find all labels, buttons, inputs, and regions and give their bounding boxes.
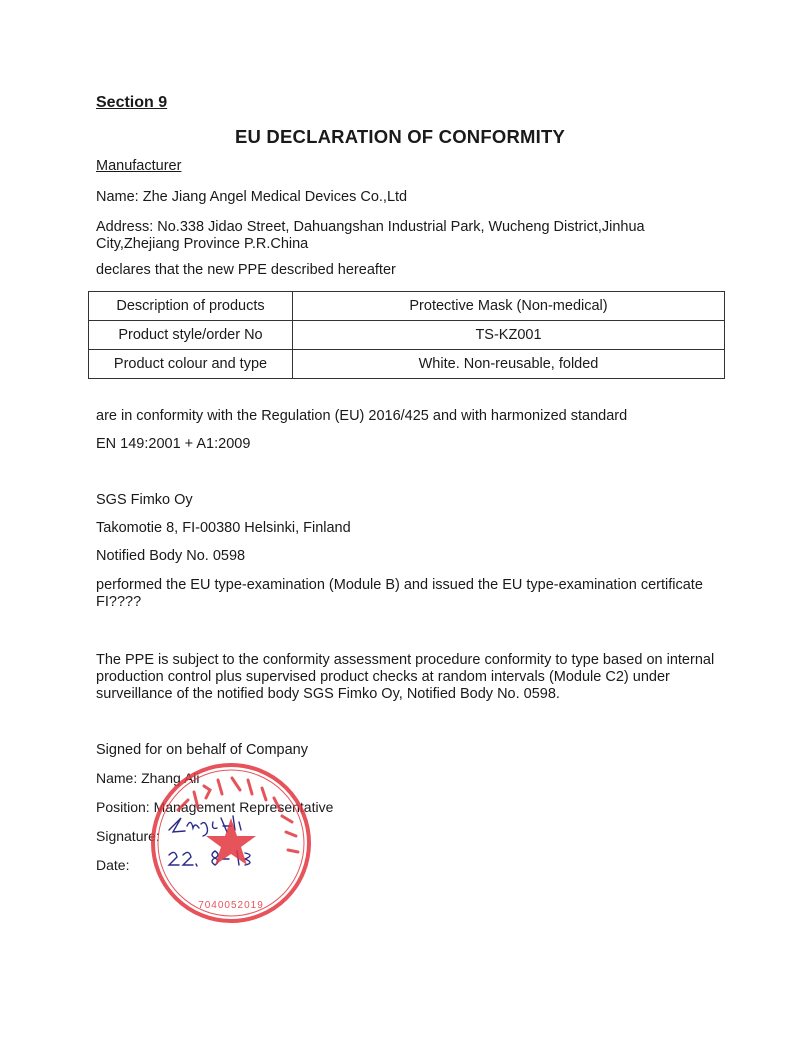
products-table [88,291,725,379]
product-label: Product colour and type [89,350,293,379]
signed-line: Signed for on behalf of Company [96,742,308,758]
table-row [89,350,725,379]
notified-body-name: SGS Fimko Oy [96,492,193,508]
product-value: TS-KZ001 [293,321,725,350]
assessment-paragraph: The PPE is subject to the conformity assessment procedure conformity to type based on internal production control plus supervised product checks at random intervals (Module C2) under surveillance of the notified body SGS Fimko Oy, Notified Body No. 0598. [96,652,715,702]
page-title: EU DECLARATION OF CONFORMITY [234,126,566,147]
manufacturer-name: Name: Zhe Jiang Angel Medical Devices Co.,Ltd [96,189,408,205]
type-examination-line: performed the EU type-examination (Module B) and issued the EU type-examination certificate FI???? [96,577,703,610]
signer-position: Position: Management Representative [96,799,334,815]
product-value: White. Non-reusable, folded [293,350,725,379]
standard-line: EN 149:2001 + A1:2009 [96,436,251,452]
date-label: Date: [96,857,130,873]
signature-label: Signature: [96,828,160,844]
declares-line: declares that the new PPE described hereafter [96,262,396,278]
notified-body-number: Notified Body No. 0598 [96,548,246,564]
section-heading: Section 9 [96,94,168,111]
product-value: Protective Mask (Non-medical) [293,292,725,321]
product-label: Product style/order No [89,321,293,350]
manufacturer-address: Address: No.338 Jidao Street, Dahuangshan Industrial Park, Wucheng District,Jinhua City,Zhejiang Province P.R.China [96,219,645,252]
table-row [89,321,725,350]
manufacturer-heading: Manufacturer [96,158,182,174]
conformity-line: are in conformity with the Regulation (EU) 2016/425 and with harmonized standard [96,408,628,424]
svg-text:7040052019: 7040052019 [198,900,264,911]
signer-name: Name: Zhang Ali [96,770,200,786]
notified-body-address: Takomotie 8, FI-00380 Helsinki, Finland [96,520,351,536]
product-label: Description of products [89,292,293,321]
table-row [89,292,725,321]
handwritten-date [165,845,265,871]
handwritten-signature [165,812,255,838]
